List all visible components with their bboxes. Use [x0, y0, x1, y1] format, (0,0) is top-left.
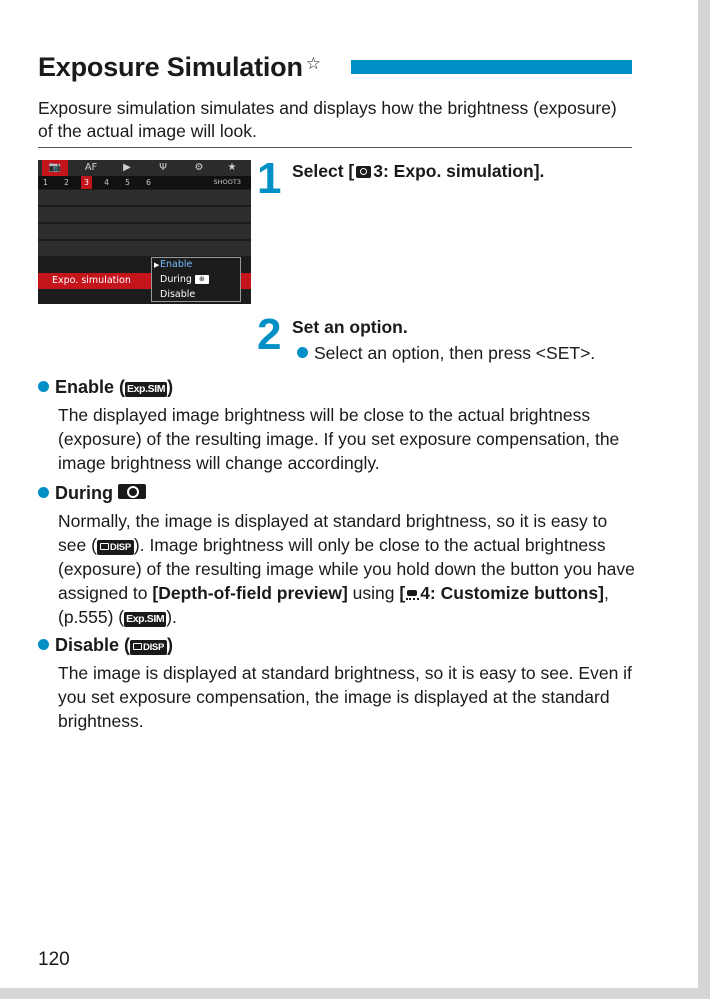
bullet-icon — [297, 347, 308, 358]
camera-page-number: 4 — [104, 178, 109, 187]
option-during-text-e: ). — [166, 607, 177, 627]
camera-icon — [356, 166, 371, 178]
depth-of-field-preview-ref: [Depth-of-field preview] — [152, 583, 348, 603]
option-during-text-d: , (p.555) ( — [58, 583, 609, 627]
camera-tab-shoot: 📷 — [42, 160, 68, 176]
customize-buttons-ref — [399, 583, 604, 603]
camera-disp-icon — [97, 540, 134, 555]
step-2-title: Set an option. — [292, 317, 408, 337]
camera-disp-icon — [130, 640, 167, 655]
camera-option-disable — [152, 288, 240, 302]
option-during-text — [58, 509, 638, 629]
star-icon: ☆ — [305, 54, 321, 73]
bullet-icon — [38, 381, 49, 392]
camera-menu-row — [38, 241, 251, 257]
camera-tab-af: AF — [84, 162, 98, 173]
camera-page-number: 1 — [43, 178, 48, 187]
camera-page-number: 6 — [146, 178, 151, 187]
camera-menu-screenshot — [38, 160, 251, 304]
option-during-text-b: ). Image brightness will only be close to the actual brightness (exposure) of the resulting image while you hold down the button you have assigned to — [58, 535, 635, 603]
step-1-title — [292, 161, 544, 182]
camera-option-during — [152, 273, 240, 287]
camera-menu-row — [38, 190, 251, 206]
customize-buttons-ref-pre: [ — [399, 583, 406, 603]
option-enable-text: The displayed image brightness will be close to the actual brightness (exposure) of the resulting image. If you set exposure compensation, the image brightness will change accordingly. — [58, 405, 620, 473]
exp-sim-icon: Exp.SIM — [126, 613, 165, 625]
bullet-icon — [38, 487, 49, 498]
step-2-instruction — [297, 343, 595, 364]
aperture-icon: ⊛ — [195, 275, 209, 284]
camera-menu-page-numbers — [38, 176, 251, 189]
camera-option-label: During — [160, 274, 192, 285]
camera-icon — [100, 543, 109, 550]
divider — [38, 147, 632, 148]
camera-page-number: 2 — [64, 178, 69, 187]
camera-tab-custom: ⚙ — [194, 162, 204, 173]
option-during-heading — [38, 483, 146, 504]
option-enable-label: Enable ( — [55, 377, 126, 397]
exp-sim-icon: Exp.SIM — [127, 383, 166, 395]
customize-buttons-ref-post: 4: Customize buttons] — [420, 583, 604, 603]
custom-function-icon — [406, 588, 419, 600]
page-title-text: Exposure Simulation — [38, 52, 303, 82]
option-enable-close: ) — [167, 377, 174, 397]
step-2-number: 2 — [257, 310, 282, 359]
camera-option-dropdown — [151, 257, 241, 302]
camera-tab-mymenu: ★ — [227, 162, 237, 173]
camera-menu-selected-label: Expo. simulation — [52, 275, 131, 286]
disp-label: DISP — [109, 542, 131, 553]
selected-marker-icon: ▶ — [154, 261, 160, 269]
page-title — [38, 52, 321, 83]
camera-page-number: 5 — [125, 178, 130, 187]
camera-icon — [133, 643, 142, 650]
camera-option-label: Enable — [160, 259, 193, 270]
camera-menu-row — [38, 224, 251, 240]
title-accent-bar — [351, 60, 632, 74]
camera-menu-row — [38, 207, 251, 223]
step-1-number: 1 — [257, 154, 282, 203]
option-disable-label: Disable ( — [55, 635, 131, 655]
aperture-icon — [118, 484, 146, 499]
camera-option-label: Disable — [160, 289, 196, 300]
step-2-instruction-text: Select an option, then press <SET>. — [314, 343, 596, 363]
option-during-text-c: using — [347, 583, 400, 603]
intro-paragraph: Exposure simulation simulates and displays how the brightness (exposure) of the actual image will look. — [38, 98, 617, 141]
step-1-title-post: 3: Expo. simulation]. — [373, 161, 545, 181]
title-row — [38, 52, 632, 88]
camera-tab-setup: Ψ — [159, 162, 167, 173]
bullet-icon — [38, 639, 49, 650]
disp-label: DISP — [143, 642, 165, 653]
option-disable-close: ) — [167, 635, 174, 655]
camera-page-label: SHOOT3 — [213, 178, 241, 186]
option-disable-text: The image is displayed at standard brightness, so it is easy to see. Even if you set exposure compensation, the image is displayed at the standard brightness. — [58, 663, 632, 731]
camera-option-enable — [152, 258, 240, 272]
camera-menu-tabs — [38, 160, 251, 176]
option-during-label: During — [55, 483, 113, 503]
camera-page-number-active: 3 — [81, 176, 92, 189]
option-disable-heading — [38, 635, 173, 656]
option-during-text-a: Normally, the image is displayed at standard brightness, so it is easy to see ( — [58, 511, 608, 555]
page-number: 120 — [38, 949, 70, 970]
step-1-title-pre: Select [ — [292, 161, 355, 181]
option-enable-heading — [38, 377, 173, 398]
camera-tab-play: ▶ — [123, 162, 131, 173]
